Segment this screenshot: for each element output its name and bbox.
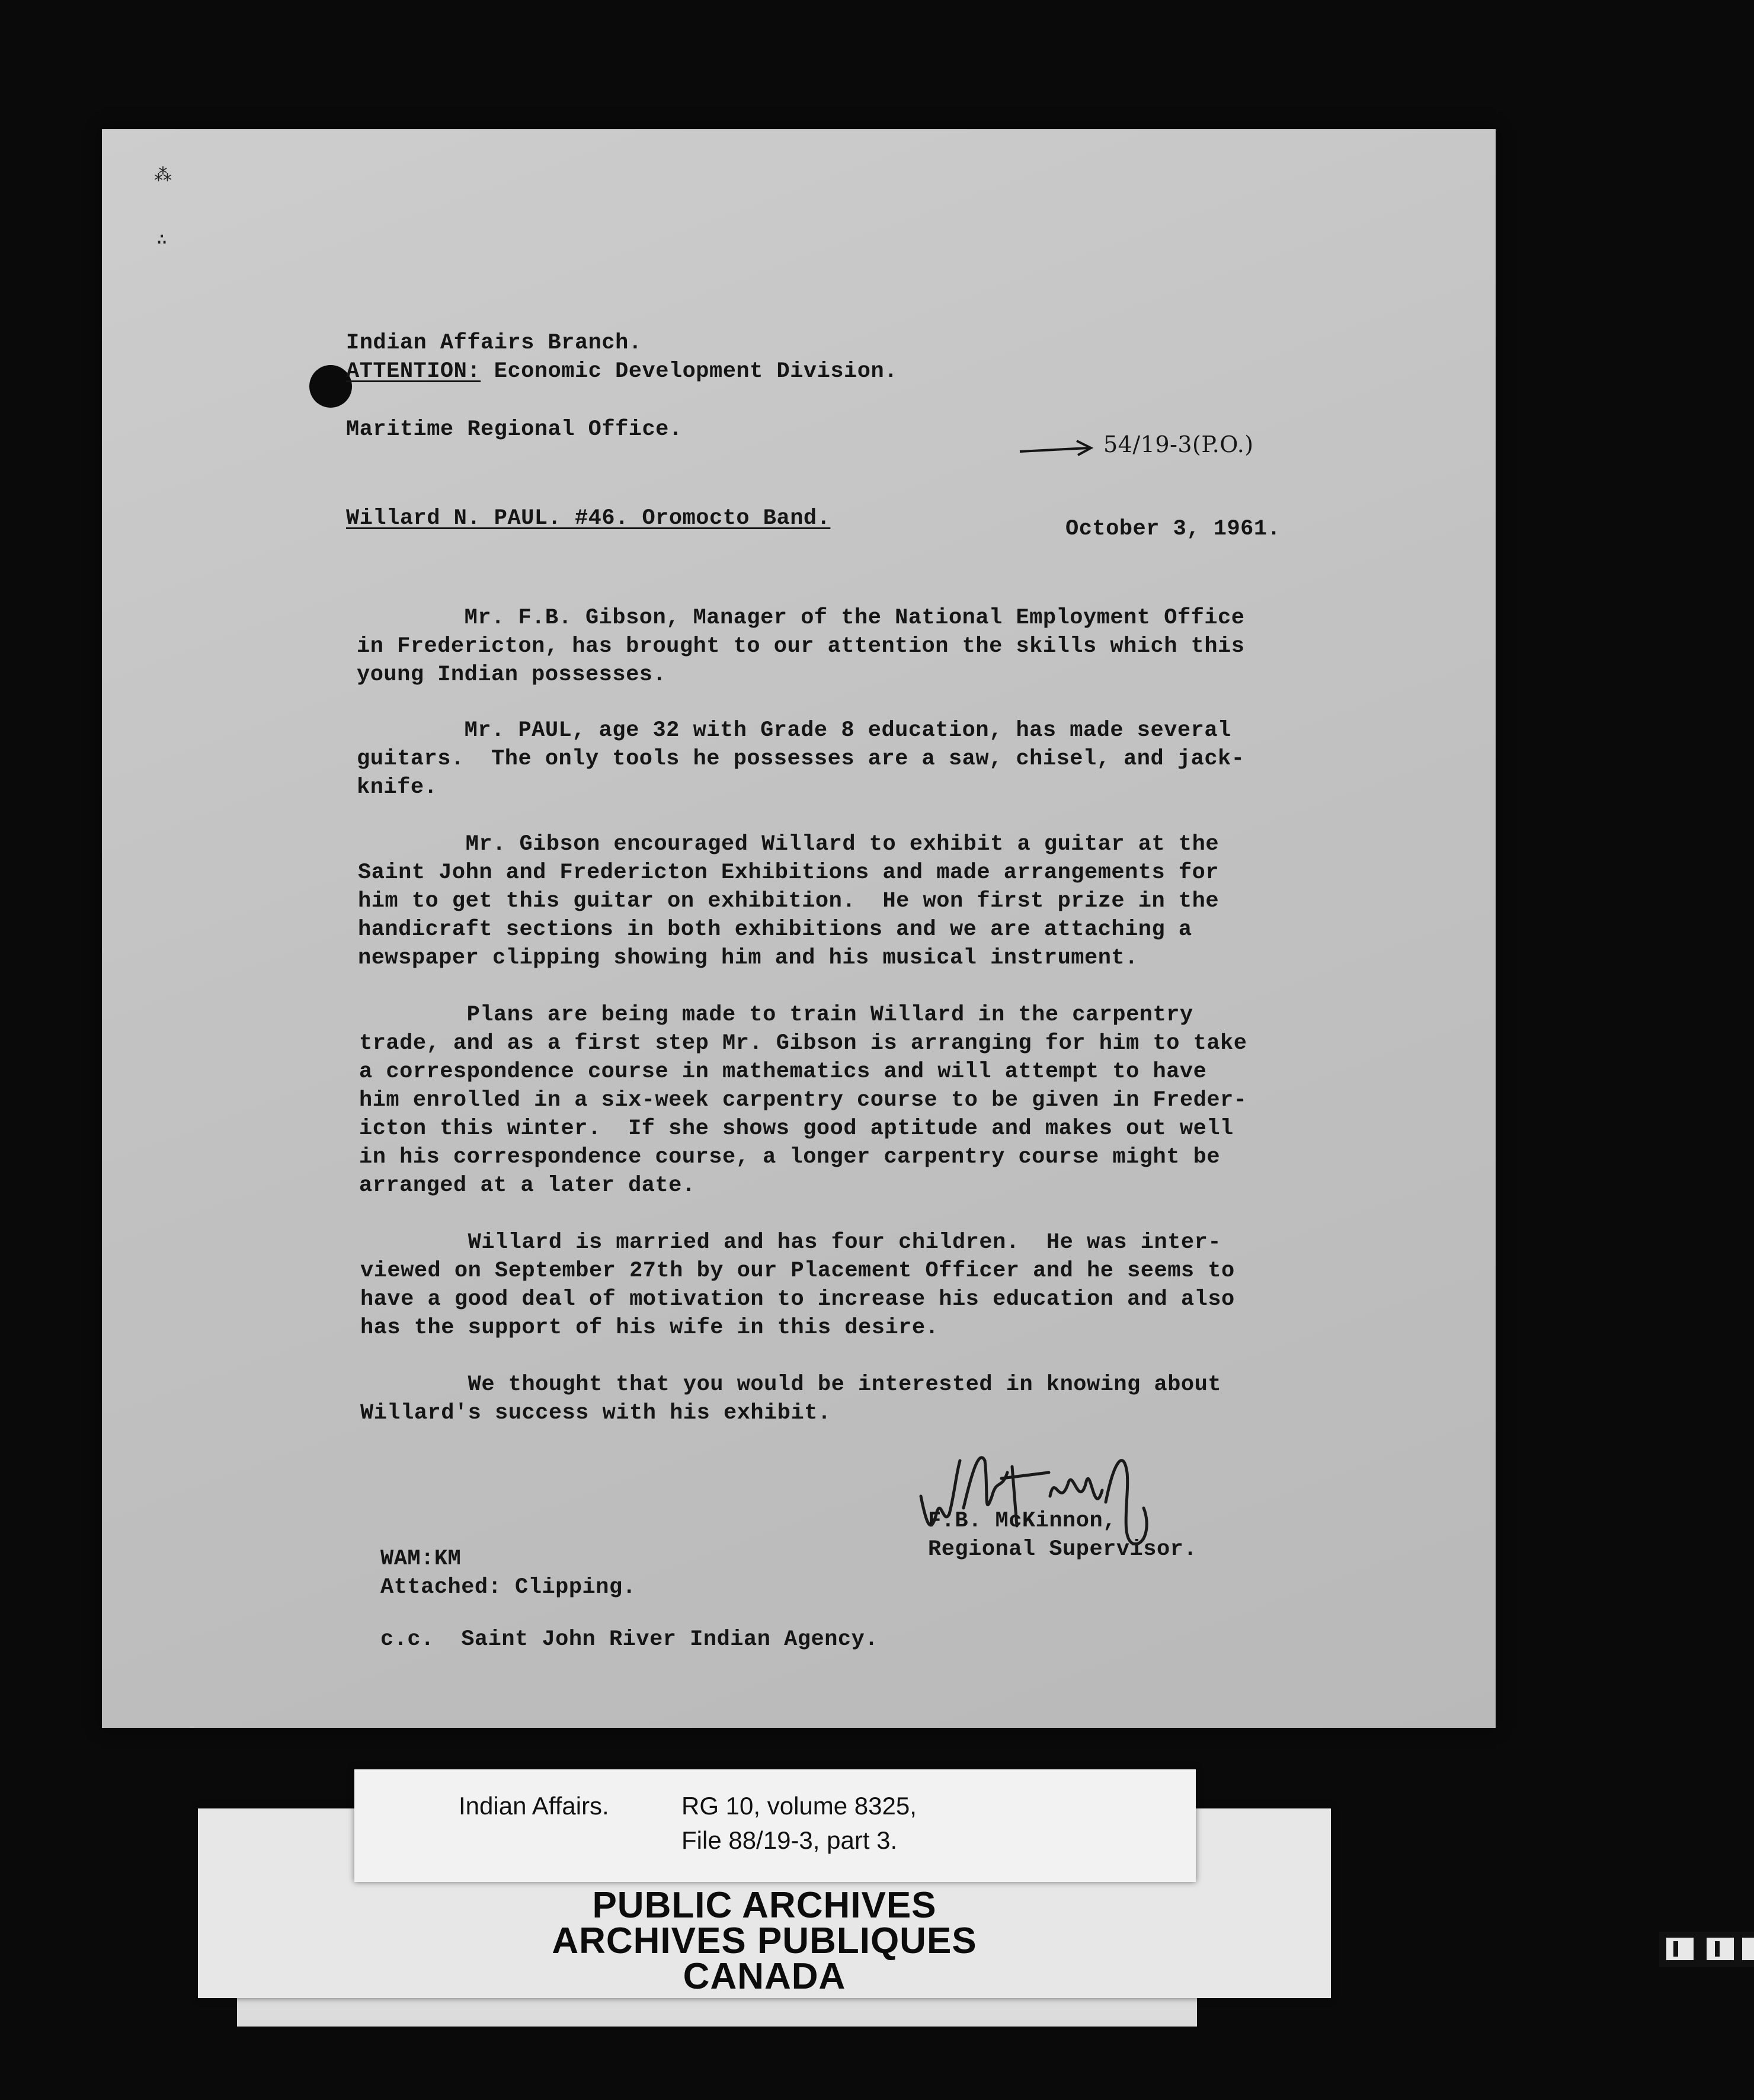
body-line: guitars. The only tools he possesses are a saw, chisel, and jack- (357, 747, 1245, 772)
body-line: young Indian possesses. (357, 662, 667, 687)
body-line: newspaper clipping showing him and his musical instrument. (358, 946, 1138, 971)
body-line: viewed on September 27th by our Placement Officer and he seems to (360, 1259, 1235, 1283)
attention-line (346, 359, 898, 384)
signer-title: Regional Supervisor. (928, 1537, 1198, 1562)
label-reference-line2: File 88/19-3, part 3. (681, 1826, 898, 1854)
file-reference: 54/19-3(P.O.) (1103, 431, 1254, 457)
body-line: trade, and as a first step Mr. Gibson is arranging for him to take (359, 1031, 1247, 1056)
archive-reference-label (354, 1769, 1196, 1882)
body-line: in his correspondence course, a longer carpentry course might be (359, 1145, 1221, 1170)
body-line: Plans are being made to train Willard in the carpentry (359, 1003, 1193, 1027)
body-line: Willard is married and has four children. He was inter- (360, 1230, 1222, 1255)
label-series: Indian Affairs. (459, 1792, 609, 1820)
attention-label: ATTENTION: (346, 359, 481, 384)
body-line: have a good deal of motivation to increase his education and also (360, 1287, 1235, 1312)
body-line: We thought that you would be interested in knowing about (360, 1372, 1222, 1397)
body-line: a correspondence course in mathematics and will attempt to have (359, 1059, 1207, 1084)
cc-line: c.c. Saint John River Indian Agency. (380, 1627, 879, 1652)
body-line: has the support of his wife in this desire. (360, 1315, 939, 1340)
archive-stamp-line3: CANADA (683, 1956, 846, 1997)
body-line: arranged at a later date. (359, 1173, 696, 1198)
body-line: him enrolled in a six-week carpentry course to be given in Freder- (359, 1088, 1247, 1113)
handwritten-signature (913, 1425, 1167, 1561)
archive-stamp-line2: ARCHIVES PUBLIQUES (552, 1920, 977, 1961)
body-line: Willard's success with his exhibit. (360, 1401, 831, 1426)
from-office: Maritime Regional Office. (346, 417, 683, 442)
attachment-note: Attached: Clipping. (380, 1575, 636, 1600)
film-edge-marks (1659, 1926, 1754, 1973)
body-line: handicraft sections in both exhibitions and we are attaching a (358, 917, 1192, 942)
signer-name: F.B. McKinnon, (928, 1509, 1116, 1534)
paper-speck: ⁂ (154, 167, 172, 187)
body-line: knife. (357, 775, 438, 800)
body-line: Mr. F.B. Gibson, Manager of the National Employment Office (357, 606, 1245, 630)
archive-stamp-line1: PUBLIC ARCHIVES (592, 1885, 937, 1926)
letter-date: October 3, 1961. (1065, 517, 1281, 542)
body-line: Saint John and Fredericton Exhibitions and made arrangements for (358, 860, 1220, 885)
body-line: him to get this guitar on exhibition. He won first prize in the (358, 889, 1220, 914)
label-reference-line1: RG 10, volume 8325, (681, 1792, 917, 1820)
body-line: Mr. PAUL, age 32 with Grade 8 education, has made several (357, 718, 1231, 743)
arrow-icon (1017, 437, 1100, 461)
attention-text: Economic Development Division. (481, 359, 898, 384)
paper-speck: ∴ (156, 231, 168, 251)
body-line: in Fredericton, has brought to our attention the skills which this (357, 634, 1245, 659)
subject-line: Willard N. PAUL. #46. Oromocto Band. (346, 506, 831, 531)
body-line: Mr. Gibson encouraged Willard to exhibit a guitar at the (358, 832, 1220, 857)
letter-page (102, 129, 1496, 1728)
typist-initials: WAM:KM (380, 1547, 462, 1571)
addressee: Indian Affairs Branch. (346, 331, 642, 356)
body-line: icton this winter. If she shows good aptitude and makes out well (359, 1116, 1234, 1141)
